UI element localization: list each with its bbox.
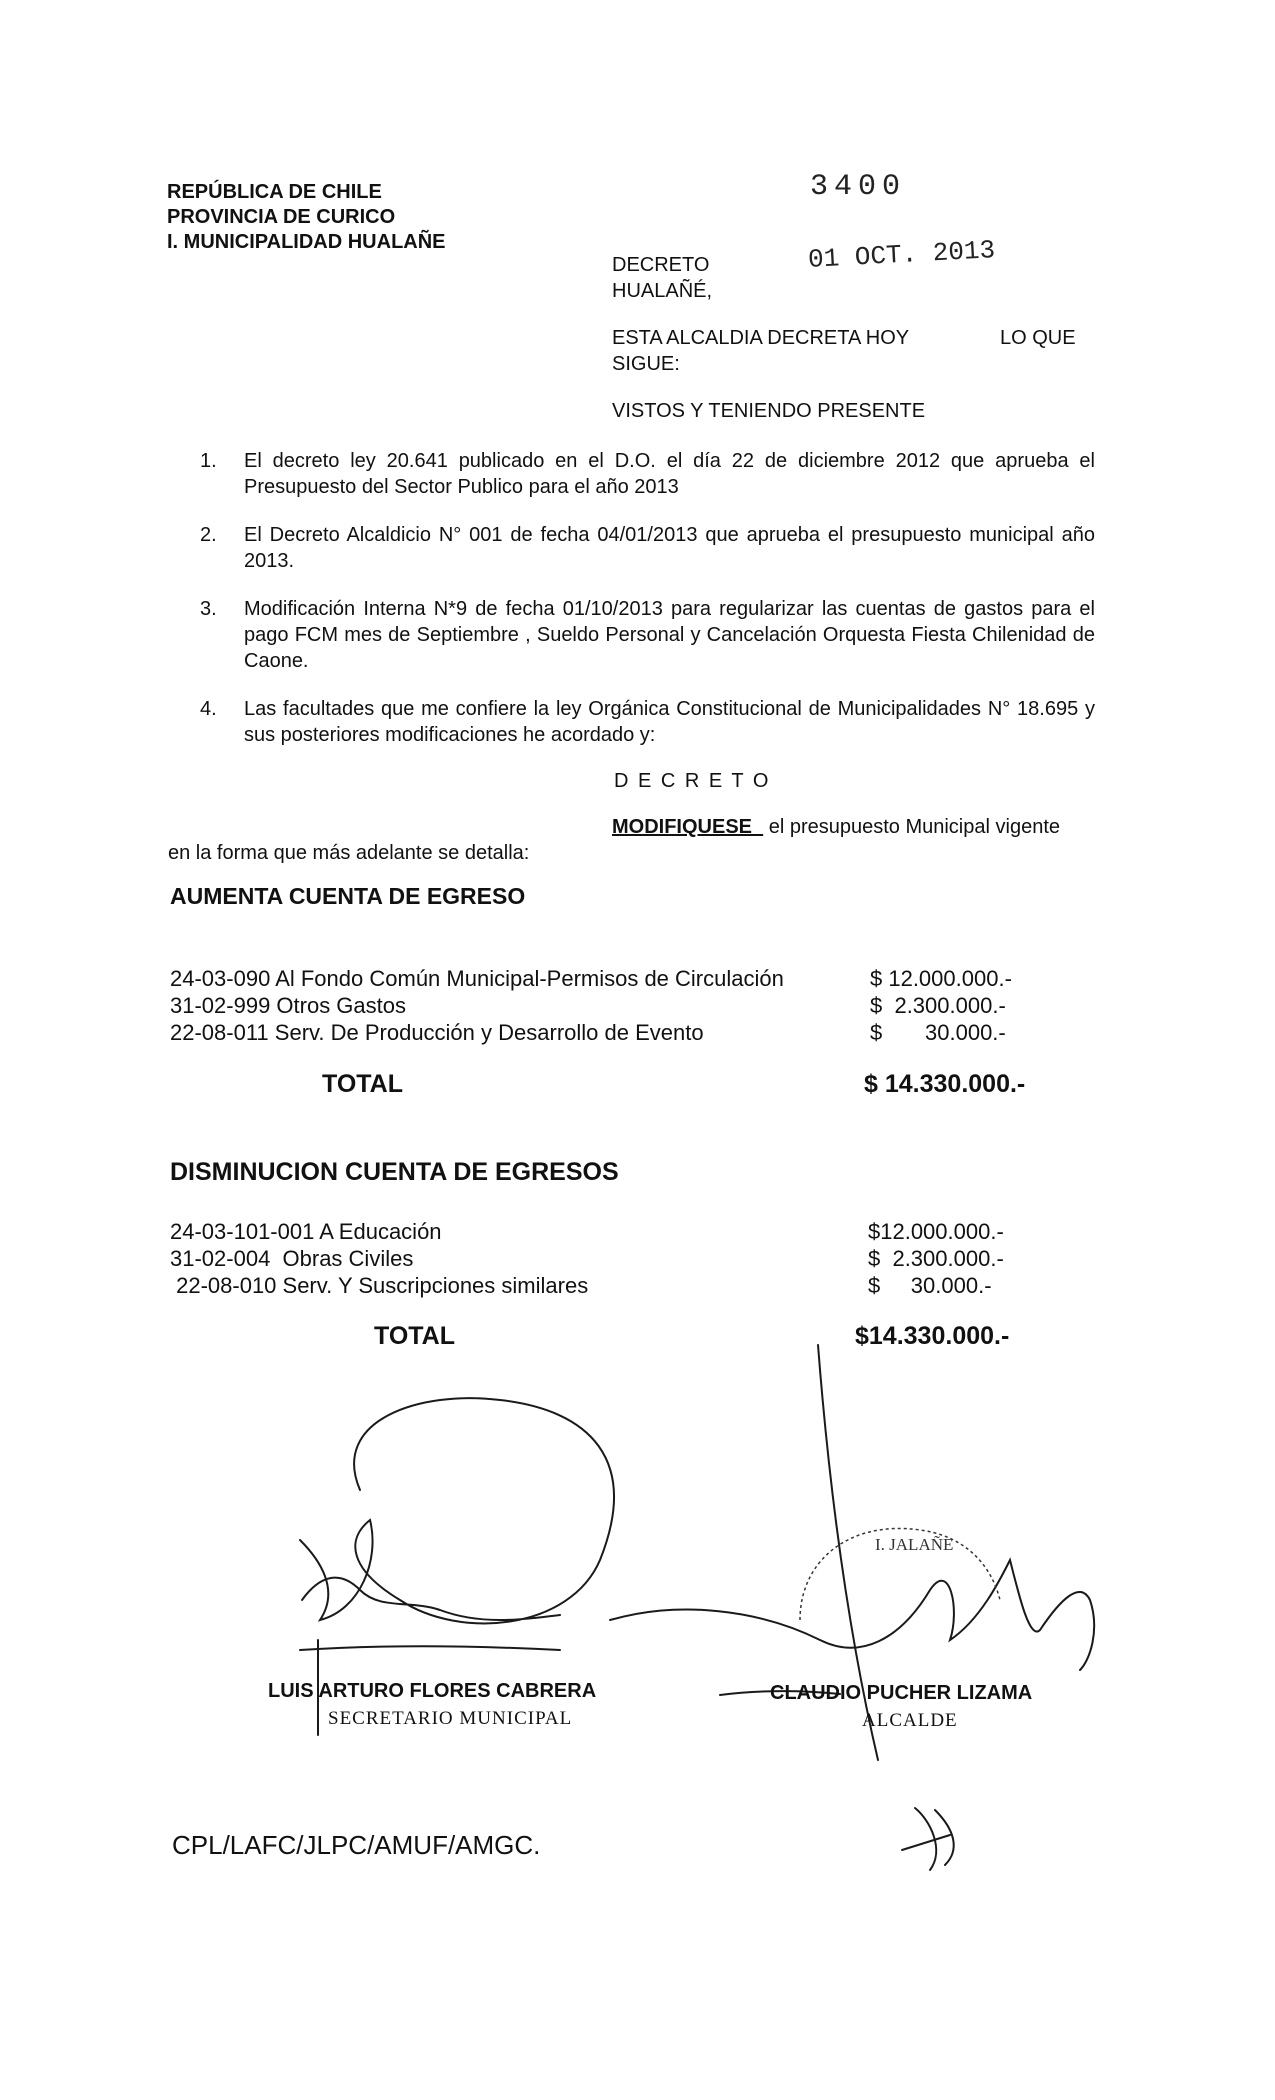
modifiquese-line-2: en la forma que más adelante se detalla: xyxy=(168,842,530,864)
item-text: Modificación Interna N*9 de fecha 01/10/2013 para regularizar las cuentas de gastos para el pago FCM mes de Septiembre , Sueldo Personal y Cancelación Orquesta Fiesta Chilenidad de Caone. xyxy=(244,598,1095,672)
disminucion-total-amount: $14.330.000.- xyxy=(855,1322,1010,1350)
decreto-label: DECRETO xyxy=(612,254,710,276)
item-number: 2. xyxy=(200,524,217,546)
item-text: Las facultades que me confiere la ley Orgánica Constitucional de Municipalidades N° 18.695 y sus posteriores modificaciones he acordado y: xyxy=(244,698,1095,746)
intro-sigue: SIGUE: xyxy=(612,353,680,375)
row-amount: $ 2.300.000.- xyxy=(868,1246,1004,1271)
row-description: 22-08-011 Serv. De Producción y Desarrollo de Evento xyxy=(170,1020,704,1045)
aumenta-title: AUMENTA CUENTA DE EGRESO xyxy=(170,883,526,909)
item-text: El Decreto Alcaldicio N° 001 de fecha 04/01/2013 que aprueba el presupuesto municipal año 2013. xyxy=(244,524,1095,572)
intro-lo-que: LO QUE xyxy=(1000,327,1076,349)
header-line-republica: REPÚBLICA DE CHILE xyxy=(167,181,382,203)
item-number: 1. xyxy=(200,450,217,472)
decreto-heading: D E C R E T O xyxy=(614,770,771,792)
row-amount: $ 12.000.000.- xyxy=(870,966,1012,991)
aumenta-total-label: TOTAL xyxy=(322,1070,404,1098)
item-text: El decreto ley 20.641 publicado en el D.O. el día 22 de diciembre 2012 que aprueba el Presupuesto del Sector Publico para el año 2013 xyxy=(244,450,1095,498)
row-amount: $ 30.000.- xyxy=(870,1020,1006,1045)
mayor-name: CLAUDIO PUCHER LIZAMA xyxy=(770,1682,1033,1704)
header-line-provincia: PROVINCIA DE CURICO xyxy=(167,206,396,228)
decree-date-stamp: 01 OCT. 2013 xyxy=(807,235,996,275)
secretary-title: SECRETARIO MUNICIPAL xyxy=(328,1708,573,1729)
row-amount: $12.000.000.- xyxy=(868,1219,1004,1244)
row-description: 31-02-004 Obras Civiles xyxy=(170,1246,414,1271)
row-amount: $ 2.300.000.- xyxy=(870,993,1006,1018)
row-amount: $ 30.000.- xyxy=(868,1273,992,1298)
row-description: 22-08-010 Serv. Y Suscripciones similares xyxy=(170,1273,589,1298)
intro-decreta: ESTA ALCALDIA DECRETA HOY xyxy=(612,327,910,349)
right-signature-ink xyxy=(610,1560,1094,1670)
secretary-name: LUIS ARTURO FLORES CABRERA xyxy=(268,1680,597,1702)
footer-initials: CPL/LAFC/JLPC/AMUF/AMGC. xyxy=(172,1830,541,1860)
row-description: 24-03-090 Al Fondo Común Municipal-Permisos de Circulación xyxy=(170,966,784,991)
left-signature-ink xyxy=(300,1398,614,1623)
item-number: 3. xyxy=(200,598,217,620)
seal-text: I. JALAÑE xyxy=(875,1535,954,1554)
disminucion-total-label: TOTAL xyxy=(374,1322,456,1350)
modifiquese-rest: el presupuesto Municipal vigente xyxy=(768,816,1060,838)
modifiquese-keyword: MODIFIQUESE xyxy=(612,816,753,838)
place-label: HUALAÑÉ, xyxy=(612,280,713,302)
aumenta-total-amount: $ 14.330.000.- xyxy=(864,1070,1026,1098)
row-description: 31-02-999 Otros Gastos xyxy=(170,993,407,1018)
header-line-municipalidad: I. MUNICIPALIDAD HUALAÑE xyxy=(167,231,446,253)
decree-number-stamp: 3400 xyxy=(810,170,907,204)
vistos-heading: VISTOS Y TENIENDO PRESENTE xyxy=(612,400,926,422)
item-number: 4. xyxy=(200,698,217,720)
mayor-title: ALCALDE xyxy=(862,1710,958,1731)
disminucion-title: DISMINUCION CUENTA DE EGRESOS xyxy=(170,1158,619,1186)
row-description: 24-03-101-001 A Educación xyxy=(170,1219,442,1244)
